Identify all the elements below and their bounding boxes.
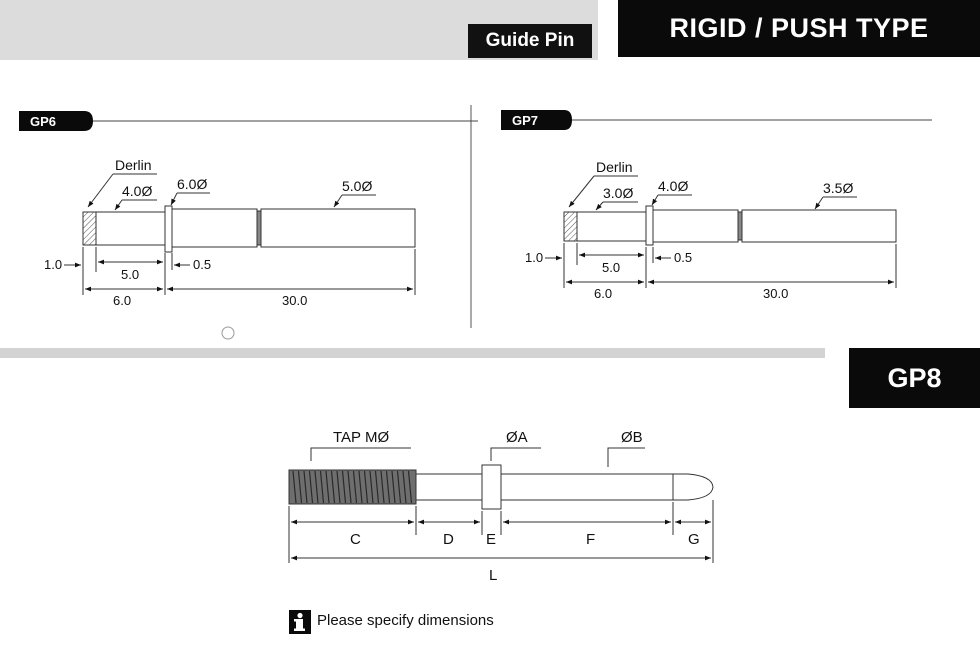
gp7-dim-front: 5.0 (602, 260, 621, 275)
gp7-dia-collar: 4.0Ø (658, 178, 689, 194)
gp7-dia-main: 3.5Ø (823, 180, 854, 196)
gp8-collar-e (482, 465, 501, 509)
gp6-collar (165, 206, 172, 252)
gp8-dim-e: E (486, 531, 497, 548)
gp6-dia-collar: 6.0Ø (177, 176, 208, 192)
gp8-dim-c: C (350, 531, 361, 548)
gp8-dim-d: D (443, 531, 454, 548)
gp7-dim-tip: 1.0 (525, 250, 544, 265)
gp8-dia-a-label: ØA (506, 429, 528, 446)
gp8-dim-f: F (586, 531, 596, 548)
gp7-collar (646, 206, 653, 245)
gp8-dim-l: L (489, 567, 498, 584)
gp7-dia-small: 3.0Ø (603, 185, 634, 201)
gp8-dia-b-label: ØB (621, 429, 643, 446)
gp7-dim-collar: 0.5 (674, 250, 693, 265)
info-icon (289, 610, 311, 634)
gp8-thread-label: TAP MØ (333, 429, 390, 446)
gp6-dim-body: 30.0 (282, 293, 308, 308)
gp6-groove (257, 211, 261, 245)
gp6-drawing (19, 111, 478, 339)
gp6-dim-collar: 0.5 (193, 257, 212, 272)
registration-mark (222, 327, 234, 339)
gp7-dim-body: 30.0 (763, 286, 789, 301)
gp8-dim-g: G (688, 531, 700, 548)
specify-dimensions-note: Please specify dimensions (317, 612, 494, 629)
gp7-derlin-tip (564, 212, 577, 241)
type-title: RIGID / PUSH TYPE (618, 0, 980, 57)
gp6-tag: GP6 (30, 114, 57, 129)
gp7-front-shaft (577, 212, 646, 241)
gp8-drawing (289, 429, 713, 634)
gp6-front-shaft (96, 212, 165, 245)
gp7-groove (738, 212, 742, 240)
gp7-body-1 (653, 210, 738, 242)
gp8-threaded-section (289, 470, 416, 504)
gp7-dim-head: 6.0 (594, 286, 613, 301)
gp6-body-1 (172, 209, 257, 247)
gp6-derlin-tip (83, 212, 96, 245)
gp6-dim-head: 6.0 (113, 293, 132, 308)
gp6-dia-small: 4.0Ø (122, 183, 153, 199)
gp6-body-2 (261, 209, 415, 247)
gp8-pin-body (501, 474, 713, 500)
gp6-dim-tip: 1.0 (44, 257, 63, 272)
gp7-body-2 (742, 210, 896, 242)
gp7-material-label: Derlin (596, 159, 633, 175)
gp6-material-label: Derlin (115, 157, 152, 173)
gp7-tag: GP7 (512, 113, 539, 128)
gp8-shank-d (416, 474, 482, 500)
gp6-dia-main: 5.0Ø (342, 178, 373, 194)
guide-pin-tab: Guide Pin (468, 24, 592, 58)
gp6-dim-front: 5.0 (121, 267, 140, 282)
gp8-heading: GP8 (849, 348, 980, 408)
gp7-drawing (501, 110, 932, 301)
